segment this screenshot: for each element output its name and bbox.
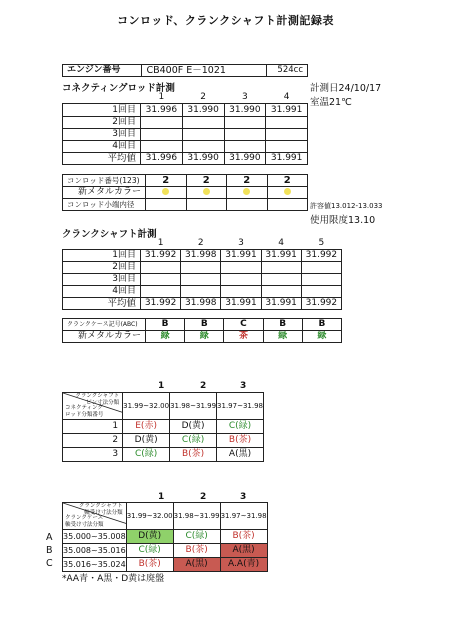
cell xyxy=(141,117,183,129)
table-row xyxy=(63,448,264,462)
crank-col: 2 xyxy=(181,238,221,250)
cell xyxy=(146,187,187,199)
table-row xyxy=(63,544,268,558)
table-row xyxy=(63,104,308,117)
col-range: 31.99~32.00 xyxy=(123,393,170,420)
row-label: 1回目 xyxy=(63,250,141,262)
table-header-row xyxy=(63,393,264,420)
cell: 2 xyxy=(267,175,308,187)
cell: B(茶) xyxy=(173,544,220,558)
table-row xyxy=(63,530,268,544)
t1-col-number: 1 xyxy=(158,381,165,391)
cell: A(黒) xyxy=(220,544,267,558)
cell xyxy=(267,199,308,211)
cell: A.A(青) xyxy=(220,558,267,572)
cell xyxy=(141,129,183,141)
cell xyxy=(266,129,308,141)
cell: 2 xyxy=(227,175,268,187)
row-label: 35.008~35.016 xyxy=(63,544,127,558)
cell: 31.990 xyxy=(182,153,224,165)
cell xyxy=(261,286,301,298)
cell: A(黒) xyxy=(217,448,264,462)
table-row xyxy=(63,262,342,274)
cell: 2 xyxy=(186,175,227,187)
table-row xyxy=(63,298,342,310)
header-bottom: コネクティング ロッド分類番号 xyxy=(65,405,104,418)
side-letter: C xyxy=(46,558,53,569)
cell xyxy=(301,286,341,298)
cell: 緑 xyxy=(146,331,185,343)
cell xyxy=(301,274,341,286)
t1-col-number: 2 xyxy=(200,381,207,391)
cell: 31.991 xyxy=(221,250,261,262)
selection-table-1 xyxy=(62,392,264,462)
cell xyxy=(181,274,221,286)
cell: 31.991 xyxy=(221,298,261,310)
cell: 緑 xyxy=(302,331,341,343)
cell: C(緑) xyxy=(217,420,264,434)
row-label: 4回目 xyxy=(63,286,141,298)
table-row xyxy=(63,199,308,211)
cell: D(黄) xyxy=(123,434,170,448)
cell xyxy=(261,274,301,286)
row-label: コンロッド番号(123) xyxy=(63,175,146,187)
conrod-col: 4 xyxy=(266,92,308,104)
table-header-row xyxy=(63,503,268,530)
cell: E(赤) xyxy=(123,420,170,434)
t2-col-number: 3 xyxy=(240,492,247,502)
conrod-number-table xyxy=(62,174,308,211)
cell xyxy=(186,187,227,199)
row-label: クランクケース記号(ABC) xyxy=(63,319,146,331)
cell: 31.991 xyxy=(261,298,301,310)
row-label: 2回目 xyxy=(63,262,141,274)
cell: 2 xyxy=(146,175,187,187)
cell: B(茶) xyxy=(220,530,267,544)
cell xyxy=(224,141,266,153)
limit-note: 使用限度13.10 xyxy=(310,215,376,226)
measure-date: 計測日24/10/17 xyxy=(310,83,382,94)
col-range: 31.97~31.98 xyxy=(220,503,267,530)
crank-table xyxy=(62,238,342,310)
cell: 31.991 xyxy=(266,153,308,165)
cell xyxy=(146,199,187,211)
side-letter: A xyxy=(46,532,53,543)
side-letter: B xyxy=(46,545,53,556)
row-label: 3 xyxy=(63,448,123,462)
selection-table-2 xyxy=(62,502,268,572)
conrod-col: 1 xyxy=(141,92,183,104)
tolerance-note: 許容値13.012-13.033 xyxy=(310,202,383,210)
cell xyxy=(227,199,268,211)
cell: 31.992 xyxy=(301,298,341,310)
cell: B(茶) xyxy=(126,558,173,572)
cell: B xyxy=(263,319,302,331)
diagonal-header xyxy=(63,503,127,530)
conrod-section-title: コネクティングロッド計測 xyxy=(62,83,175,94)
row-label: 1回目 xyxy=(63,104,141,117)
engine-cc: 524cc xyxy=(266,65,307,77)
engine-table xyxy=(62,64,308,77)
crank-header-row xyxy=(63,238,342,250)
diagonal-header xyxy=(63,393,123,420)
cell: 31.996 xyxy=(141,153,183,165)
cell: C xyxy=(224,319,263,331)
cell: 31.990 xyxy=(224,104,266,117)
row-label: 新メタルカラー xyxy=(63,331,146,343)
cell: 31.992 xyxy=(141,250,181,262)
cell: B(茶) xyxy=(170,448,217,462)
row-label: 3回目 xyxy=(63,129,141,141)
cell: 31.991 xyxy=(266,104,308,117)
table-row xyxy=(63,141,308,153)
cell: 31.992 xyxy=(301,250,341,262)
table-row xyxy=(63,331,342,343)
cell: B xyxy=(185,319,224,331)
t2-col-number: 2 xyxy=(200,492,207,502)
cell xyxy=(141,262,181,274)
row-label: 35.016~35.024 xyxy=(63,558,127,572)
table-row xyxy=(63,434,264,448)
cell xyxy=(261,262,301,274)
cell: 31.991 xyxy=(261,250,301,262)
cell xyxy=(301,262,341,274)
header-top: クランクシャフト ピン寸法分類 xyxy=(75,393,120,406)
table-row xyxy=(63,274,342,286)
conrod-table xyxy=(62,92,308,165)
cell xyxy=(224,129,266,141)
footnote: *AA青・A黒・D黄は廃盤 xyxy=(62,574,165,584)
cell xyxy=(224,117,266,129)
table-row xyxy=(63,319,342,331)
page-title: コンロッド、クランクシャフト計測記録表 xyxy=(117,14,334,27)
table-row xyxy=(63,250,342,262)
cell xyxy=(182,129,224,141)
header-top: クランクシャフト 軸受け寸法分類 xyxy=(78,503,123,516)
cell: 31.996 xyxy=(141,104,183,117)
cell: 31.992 xyxy=(141,298,181,310)
table-row xyxy=(63,187,308,199)
crank-code-table xyxy=(62,318,342,343)
table-row xyxy=(63,286,342,298)
yellow-dot-icon xyxy=(203,188,210,195)
cell: 31.998 xyxy=(181,298,221,310)
t1-col-number: 3 xyxy=(240,381,247,391)
row-label: 2回目 xyxy=(63,117,141,129)
cell xyxy=(181,262,221,274)
cell xyxy=(186,199,227,211)
row-label: 平均値 xyxy=(63,153,141,165)
row-label: 3回目 xyxy=(63,274,141,286)
col-range: 31.99~32.00 xyxy=(126,503,173,530)
row-label: 平均値 xyxy=(63,298,141,310)
row-label: 4回目 xyxy=(63,141,141,153)
row-label: 新メタルカラー xyxy=(63,187,146,199)
cell xyxy=(266,117,308,129)
cell: A(黒) xyxy=(173,558,220,572)
table-row xyxy=(63,558,268,572)
table-row xyxy=(63,117,308,129)
cell: B(茶) xyxy=(217,434,264,448)
conrod-col: 2 xyxy=(182,92,224,104)
cell: 緑 xyxy=(185,331,224,343)
cell xyxy=(227,187,268,199)
cell xyxy=(181,286,221,298)
row-label: 2 xyxy=(63,434,123,448)
cell: D(黄) xyxy=(126,530,173,544)
cell xyxy=(267,187,308,199)
table-row xyxy=(63,175,308,187)
cell xyxy=(141,141,183,153)
crank-col: 5 xyxy=(301,238,341,250)
cell: 31.990 xyxy=(182,104,224,117)
t2-col-number: 1 xyxy=(158,492,165,502)
col-range: 31.97~31.98 xyxy=(217,393,264,420)
table-row xyxy=(63,420,264,434)
cell xyxy=(141,286,181,298)
cell xyxy=(266,141,308,153)
cell xyxy=(182,141,224,153)
row-label: 35.000~35.008 xyxy=(63,530,127,544)
row-label: 1 xyxy=(63,420,123,434)
cell: C(緑) xyxy=(173,530,220,544)
cell: C(緑) xyxy=(123,448,170,462)
conrod-header-row xyxy=(63,92,308,104)
crank-col: 4 xyxy=(261,238,301,250)
cell xyxy=(221,262,261,274)
conrod-col: 3 xyxy=(224,92,266,104)
cell: B xyxy=(146,319,185,331)
cell: 31.990 xyxy=(224,153,266,165)
yellow-dot-icon xyxy=(284,188,291,195)
crank-section-title: クランクシャフト計測 xyxy=(62,229,157,240)
cell xyxy=(221,286,261,298)
col-range: 31.98~31.99 xyxy=(173,503,220,530)
cell xyxy=(182,117,224,129)
cell xyxy=(221,274,261,286)
row-label: コンロッド小端内径 xyxy=(63,199,146,211)
cell xyxy=(141,274,181,286)
engine-label: エンジン番号 xyxy=(63,65,142,77)
header-bottom: クランクケース 軸受け寸法分類 xyxy=(65,515,104,528)
crank-col: 3 xyxy=(221,238,261,250)
cell: D(黄) xyxy=(170,420,217,434)
cell: 緑 xyxy=(263,331,302,343)
table-row xyxy=(63,129,308,141)
cell: C(緑) xyxy=(126,544,173,558)
cell: B xyxy=(302,319,341,331)
yellow-dot-icon xyxy=(162,188,169,195)
table-row xyxy=(63,153,308,165)
cell: C(緑) xyxy=(170,434,217,448)
col-range: 31.98~31.99 xyxy=(170,393,217,420)
crank-col: 1 xyxy=(141,238,181,250)
cell: 31.998 xyxy=(181,250,221,262)
yellow-dot-icon xyxy=(243,188,250,195)
measure-temp: 室温21℃ xyxy=(310,97,352,108)
cell: 茶 xyxy=(224,331,263,343)
engine-value: CB400F E－1021 xyxy=(142,65,266,77)
